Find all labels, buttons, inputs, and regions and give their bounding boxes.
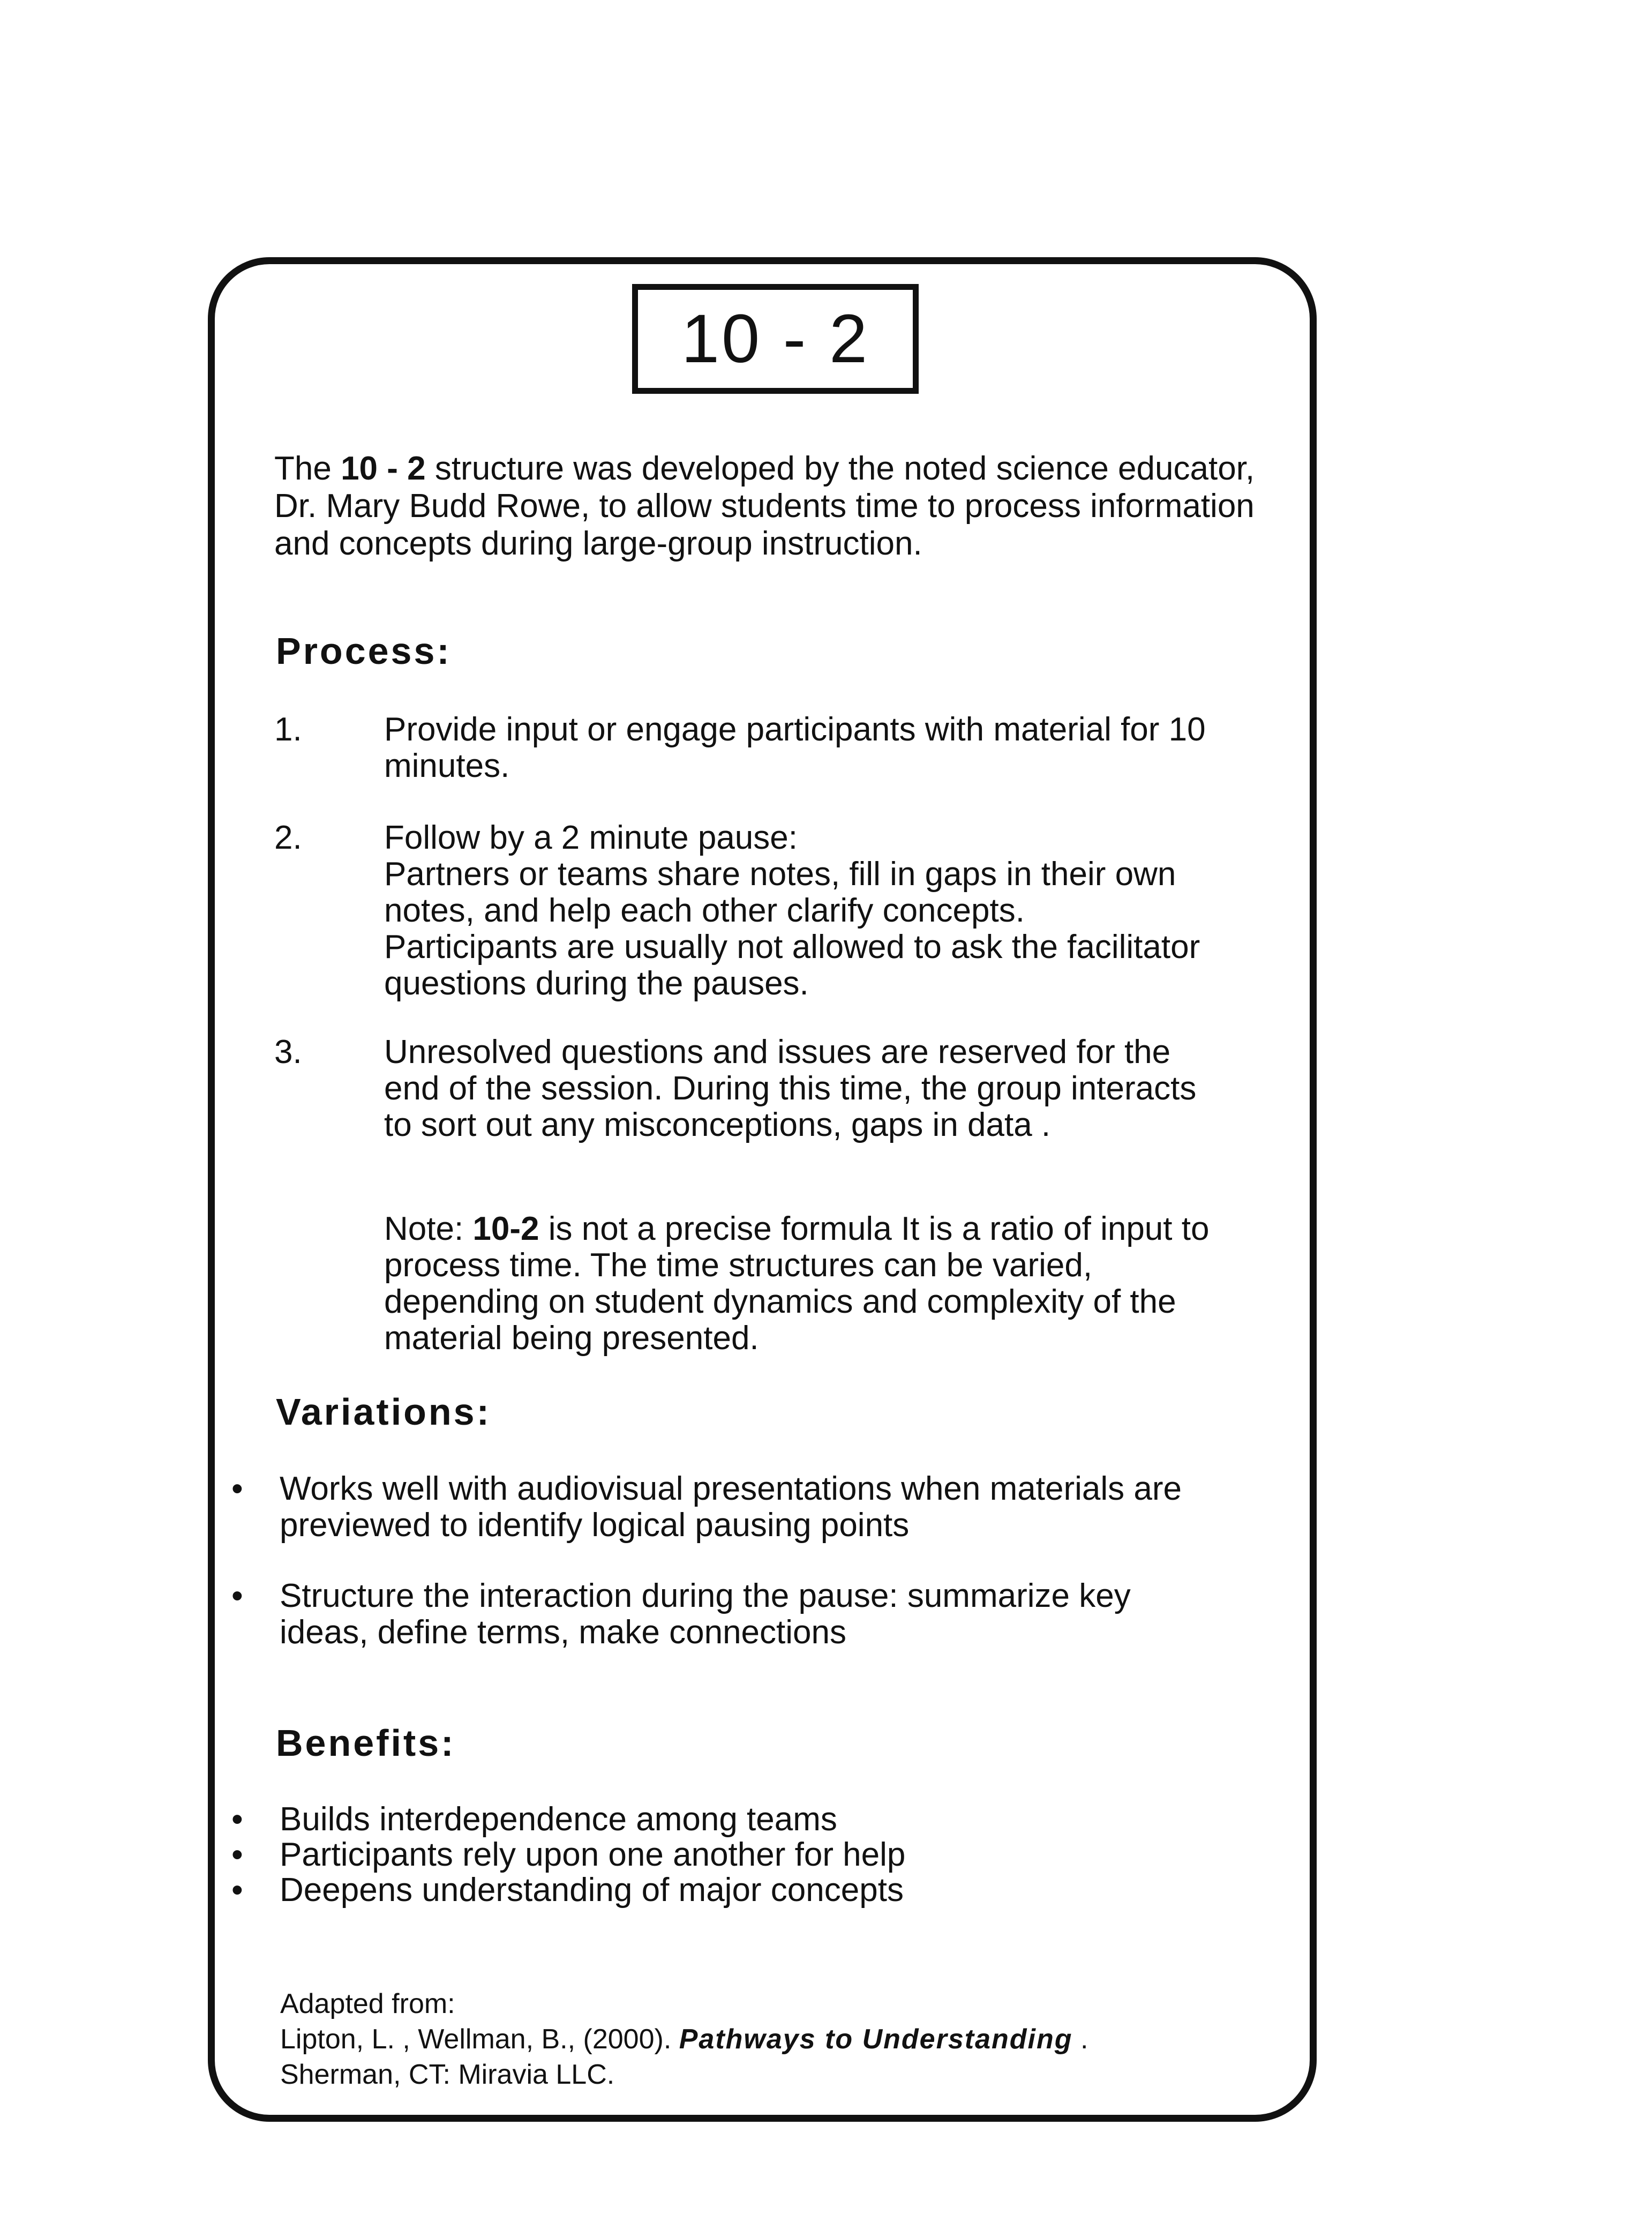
bullet-icon: • <box>231 1836 243 1873</box>
intro-paragraph <box>274 450 1308 563</box>
intro-line-1 <box>274 450 1308 488</box>
step-number: 1. <box>274 711 302 748</box>
reference-authors: Lipton, L. , Wellman, B., (2000). <box>280 2024 679 2055</box>
variations-item-1 <box>231 1471 1276 1544</box>
note-line-3: depending on student dynamics and complexity of the <box>384 1283 1176 1320</box>
benefits-item-2 <box>231 1837 1276 1873</box>
step-line: questions during the pauses. <box>384 965 809 1002</box>
bullet-line: Participants rely upon one another for help <box>280 1836 906 1873</box>
note-line-4: material being presented. <box>384 1320 759 1357</box>
process-note <box>384 1211 1257 1357</box>
process-step-2 <box>274 820 1281 1002</box>
process-heading: Process: <box>276 630 452 672</box>
step-line: Participants are usually not allowed to ask the facilitator <box>384 929 1200 966</box>
step-number: 3. <box>274 1034 302 1071</box>
intro-line-2: Dr. Mary Budd Rowe, to allow students time to process information <box>274 488 1255 525</box>
bullet-icon: • <box>231 1470 243 1507</box>
reference-work: Pathways to Understanding <box>679 2024 1073 2055</box>
bullet-line: previewed to identify logical pausing points <box>280 1507 910 1544</box>
note-bold: 10-2 <box>472 1210 539 1247</box>
step-line: Partners or teams share notes, fill in gaps in their own <box>384 856 1176 893</box>
intro-line-1-rest: structure was developed by the noted science educator, <box>425 450 1255 487</box>
page-title: 10 - 2 <box>681 300 870 377</box>
bullet-line: ideas, define terms, make connections <box>280 1614 846 1651</box>
benefits-item-3 <box>231 1872 1276 1909</box>
note-line-1 <box>384 1211 1257 1247</box>
step-line: to sort out any misconceptions, gaps in data . <box>384 1106 1051 1143</box>
note-line-2: process time. The time structures can be varied, <box>384 1247 1093 1284</box>
process-step-3 <box>274 1034 1281 1143</box>
step-line: Unresolved questions and issues are reserved for the <box>384 1034 1171 1071</box>
bullet-line: Works well with audiovisual presentations when materials are <box>280 1470 1182 1507</box>
intro-prefix: The <box>274 450 341 487</box>
reference-after-work: . <box>1072 2024 1088 2055</box>
bullet-icon: • <box>231 1872 243 1909</box>
bullet-icon: • <box>231 1801 243 1838</box>
benefits-heading: Benefits: <box>276 1722 456 1764</box>
reference-citation <box>280 2023 1271 2055</box>
step-line: Provide input or engage participants with material for 10 <box>384 711 1206 748</box>
intro-line-3: and concepts during large-group instruction. <box>274 525 922 562</box>
reference-label: Adapted from: <box>280 1988 455 2019</box>
note-prefix: Note: <box>384 1210 473 1247</box>
variations-heading: Variations: <box>276 1391 491 1433</box>
step-number: 2. <box>274 819 302 856</box>
bullet-line: Structure the interaction during the pause: summarize key <box>280 1577 1131 1614</box>
title-box <box>632 284 919 394</box>
variations-item-2 <box>231 1578 1276 1651</box>
bullet-line: Deepens understanding of major concepts <box>280 1872 904 1909</box>
reference-publisher: Sherman, CT: Miravia LLC. <box>280 2059 615 2090</box>
benefits-item-1 <box>231 1801 1276 1838</box>
bullet-icon: • <box>231 1577 243 1614</box>
bullet-line: Builds interdependence among teams <box>280 1801 837 1838</box>
step-line: notes, and help each other clarify concepts. <box>384 892 1025 929</box>
step-line: minutes. <box>384 747 510 784</box>
process-step-1 <box>274 712 1281 784</box>
step-line: end of the session. During this time, the group interacts <box>384 1070 1197 1107</box>
intro-bold: 10 - 2 <box>341 450 426 487</box>
note-line-1-rest: is not a precise formula It is a ratio of input to <box>539 1210 1210 1247</box>
step-line: Follow by a 2 minute pause: <box>384 819 798 856</box>
